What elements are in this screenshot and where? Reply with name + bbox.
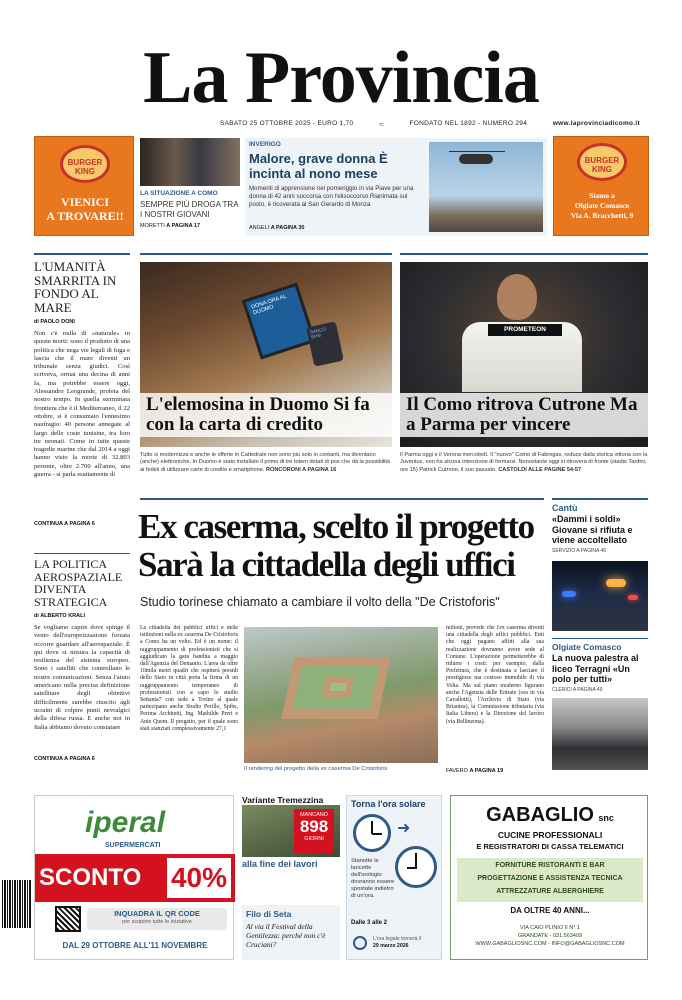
- clock-icon-2: [395, 846, 437, 888]
- divider: [552, 498, 648, 500]
- ora-legal-date: 29 marzo 2026: [373, 943, 409, 949]
- main-headline[interactable]: Ex caserma, scelto il progetto Sarà la cittadella degli uffici: [138, 507, 534, 584]
- wave-icon: ≈: [379, 120, 384, 129]
- teaser-droga-ref: A PAGINA 17: [166, 223, 201, 229]
- dateline: [220, 120, 640, 129]
- divider: [140, 498, 544, 500]
- gabaglio-line4: PROGETTAZIONE E ASSISTENZA TECNICA: [477, 875, 623, 882]
- main-ref: A PAGINA 19: [469, 768, 504, 774]
- masthead-title: La Provincia: [143, 37, 539, 119]
- tremezzina-box[interactable]: [242, 795, 340, 885]
- player-head: [497, 274, 537, 320]
- ad-right-line2: Olgiate Comasco: [574, 201, 630, 210]
- ora-title: Torna l'ora solare: [351, 799, 426, 809]
- divider: [34, 253, 130, 255]
- gabaglio-line1: CUCINE PROFESSIONALI: [497, 830, 603, 840]
- rendering-caption: Il rendering del progetto della ex caserma De Cristoforis: [244, 766, 388, 772]
- caserma-rendering: [244, 627, 438, 763]
- ad-left-line1: VIENICI: [60, 195, 109, 209]
- burger-king-ad-left[interactable]: [34, 136, 134, 236]
- street-light: [606, 579, 626, 587]
- police-night-photo: [552, 561, 648, 631]
- iperal-dates: DAL 29 OTTOBRE ALL'11 NOVEMBRE: [62, 941, 208, 950]
- story-como-headline: Il Como ritrova Cutrone Ma a Parma per vincere: [400, 393, 648, 437]
- gabaglio-line2: E REGISTRATORI DI CASSA TELEMATICI: [476, 842, 624, 851]
- teaser-malore-ref: A PAGINA 30: [270, 225, 305, 231]
- search-icon: [353, 936, 367, 950]
- teaser-droga-byline: MORETTI: [140, 223, 165, 229]
- police-light-blue: [562, 591, 576, 597]
- story-duomo[interactable]: [140, 262, 392, 484]
- mancano-counter: MANCANO 898 GIORNI: [294, 809, 334, 853]
- filo-di-seta[interactable]: [242, 905, 340, 960]
- side-olgiate-kicker: Olgiate Comasco: [552, 642, 622, 652]
- clock-icon-1: [353, 814, 391, 852]
- tremezzina-photo: [242, 805, 340, 857]
- main-byline: FAVERO: [446, 768, 468, 774]
- iperal-percent: 40%: [167, 858, 231, 898]
- courtyard-inner: [322, 677, 354, 697]
- main-subhead: Studio torinese chiamato a cambiare il volto della "De Cristoforis": [140, 595, 500, 609]
- editorial-umanita[interactable]: [34, 260, 130, 527]
- editorial-umanita-ref: CONTINUA A PAGINA 6: [34, 521, 95, 527]
- barcode: [2, 880, 32, 928]
- tremezzina-title: Variante Tremezzina: [242, 795, 340, 805]
- editorial-umanita-title: L'UMANITÀ SMARRITA IN FONDO AL MARE: [34, 259, 117, 315]
- editorial-aerospaziale-title: LA POLITICA AEROSPAZIALE DIVENTA STRATEGICA: [34, 557, 123, 609]
- ora-solare-box[interactable]: [346, 795, 442, 960]
- editorial-umanita-author: di PAOLO DONI: [34, 319, 75, 325]
- ad-right-line3: Via A. Bracchetti, 9: [570, 211, 634, 220]
- gabaglio-snc: snc: [598, 813, 614, 823]
- teaser-malore-text: Momenti di apprensione nel pomeriggio in via Piave per una donna di 42 anni soccorsa con l'elisoccorso Rianimata sul posto, è ricoverata al San Gerardo di Monza: [249, 185, 414, 208]
- story-como[interactable]: [400, 262, 648, 484]
- police-light-red: [628, 595, 638, 600]
- teaser-droga-kicker: LA SITUAZIONE A COMO: [140, 190, 218, 197]
- teaser-droga-photo: [140, 138, 240, 186]
- gabaglio-ad[interactable]: [450, 795, 648, 960]
- gabaglio-line3: FORNITURE RISTORANTI E BAR: [495, 862, 605, 869]
- filo-text: Al via il Festival della Gentilezza: perché non c'è Cruciani?: [246, 922, 326, 949]
- teaser-droga[interactable]: [140, 138, 240, 236]
- main-col2: milioni, prevede che l'ex caserma diventi una cittadella degli uffici pubblici. Enti che oggi pagano affitti alla sua realizzazione dovranno avere sede al Comune. L'operazione permetterebbe di ridurre i costi: per esempio, dalla Prefettura, che è destinata a lasciare il prestigioso ma costoso immobile di via Volta. Ma sul piano moderno figurano anche l'Agenzia delle Entrate (ora in via Cavallotti), l'Archivio di Stato (via Briantea), la Commissione tributaria (via Italia Libera) e la Direzione del lavoro (via Bellinzona).: [446, 625, 544, 725]
- burger-king-logo: BURGER KING: [60, 145, 110, 183]
- iperal-qr[interactable]: INQUADRA IL QR CODE per scoprire tutte le iniziative: [87, 908, 227, 930]
- iperal-promo: SCONTO: [39, 864, 142, 891]
- main-col1: La cittadella dei pubblici uffici e delle istituzioni nella ex caserma De Cristoforis a Como ha un volto. Ed è un nome: il raggruppamento di professionisti che si aggiudicato la gara bandita a maggio dall'Agenzia del Demanio. L'area da oltre 10mila metri quadri che ospiterà presidi dello Stato in città porta la firma di un raggruppamento temporaneo di professionisti con a capo lo studio Settanta7 con sede a Torino al quale partecipano anche Studio Perillo, Spibs, Perima Architetti, Ing. Mathilde Perri e Ante Quem. Il progetto, per il quale sono stati stanziati complessivamente 27,1: [140, 625, 238, 732]
- editorial-aerospaziale-body: Se vogliamo capire dove spinge il vento dell'europeizzazione forzata occorre guardare all'aerospaziale. È qui dove si misura la capacità di resilienza del sistema europeo. Sono i satelliti che controllano le nostre comunicazioni. Senza l'aiuto americano nella precisa definizione satellitare degli obiettivi difficilmente sarebbe riuscito agli ucraini di colpire punti nevralgici della difesa russa. E anche noi in Italia abbiamo dovuto constatare: [34, 624, 130, 731]
- side-olgiate[interactable]: [552, 642, 648, 693]
- filo-title: Filo di Seta: [246, 909, 292, 919]
- editorial-aerospaziale-ref: CONTINUA A PAGINA 6: [34, 756, 95, 762]
- sponsor-label: PROMETEON: [488, 324, 562, 336]
- tremezzina-bottom: alla fine dei lavori: [242, 859, 318, 869]
- side-olgiate-ref: CLERICI A PAGINA 40: [552, 686, 603, 693]
- divider: [400, 253, 648, 255]
- helicopter-icon: [459, 154, 493, 164]
- gabaglio-brand: GABAGLIO: [486, 804, 594, 826]
- editorial-aerospaziale[interactable]: [34, 558, 130, 762]
- ora-ref: Dalle 3 alle 2: [351, 920, 388, 926]
- story-como-ref: CASTOLDI ALLE PAGINE 54-57: [498, 466, 582, 473]
- gabaglio-line5: ATTREZZATURE ALBERGHIERE: [496, 888, 604, 895]
- ad-left-line2: A TROVARE!!: [46, 209, 124, 223]
- story-duomo-caption: Tutto si modernizza e anche le offerte in Cattedrale non sono più solo in contanti, ma diventano (anche) elettroniche. In Duomo è stato installato il primo di tre totem dotati di pos che dà la possibilità ai fedeli di utilizzare carte di credito e smartphone. RONCORONI A PAGINA 16: [140, 452, 390, 473]
- edition-date: SABATO 25 OTTOBRE 2025 - EURO 1,70: [220, 120, 354, 127]
- divider: [552, 638, 648, 639]
- teaser-malore[interactable]: [245, 138, 547, 236]
- gabaglio-web[interactable]: WWW.GABAGLIOSNC.COM - INFO@GABAGLIOSNC.COM: [475, 941, 625, 947]
- teaser-malore-kicker: INVERIGO: [249, 141, 281, 148]
- ad-right-line1: Siamo a: [589, 191, 615, 200]
- pos-terminal: BANCO BPM: [306, 321, 344, 366]
- teaser-droga-text: SEMPRE PIÙ DROGA TRA I NOSTRI GIOVANI: [140, 200, 239, 219]
- helicopter-photo: [429, 142, 543, 232]
- ora-legal: L'ora legale tornerà il: [373, 936, 422, 942]
- burger-king-ad-right[interactable]: [553, 136, 649, 236]
- teaser-malore-headline: Malore, grave donna È incinta al nono mese: [249, 151, 388, 181]
- side-cantu[interactable]: [552, 503, 648, 554]
- side-cantu-headline: «Dammi i soldi» Giovane si rifiuta e viene accoltellato: [552, 514, 633, 545]
- qr-code-icon: [55, 906, 81, 932]
- story-como-caption: Il Parma oggi e il Verona mercoledì. Il "nuovo" Como di Fabregas, reduce dalla storica vittoria con la Juventus, non ha alcuna intenzione di fermarsi. Nonostante oggi si ritroverà di fronte (stadio Tardini, ore 15) Patrick Cutrone, il suo passato. CASTOLDI ALLE PAGINE 54-57: [400, 452, 648, 473]
- side-cantu-kicker: Cantù: [552, 503, 578, 513]
- burger-king-logo-right: BURGER KING: [577, 143, 627, 181]
- story-duomo-headline: L'elemosina in Duomo Si fa con la carta di credito: [140, 393, 392, 437]
- totem-screen: DONA ORA AL DUOMO: [242, 283, 316, 360]
- editorial-aerospaziale-author: di ALBERTO KRALI: [34, 613, 86, 619]
- side-cantu-ref: SERVIZIO A PAGINA 46: [552, 547, 607, 554]
- gabaglio-line6: DA OLTRE 40 ANNI...: [510, 906, 590, 915]
- founded-number: FONDATO NEL 1892 - NUMERO 294: [409, 120, 528, 127]
- website-link[interactable]: www.laprovinciadicomo.it: [552, 120, 640, 127]
- story-duomo-ref: RONCORONI A PAGINA 16: [265, 466, 337, 473]
- teaser-malore-byline: ANGELI: [249, 225, 270, 231]
- side-olgiate-headline: La nuova palestra al liceo Terragni «Un polo per tutti»: [552, 653, 639, 684]
- editorial-umanita-body: Non c'è nulla di «naturale» in queste morti: sono il prodotto di una politica che nega vie legali di fuga e lascia che il mare diventi un tribunale senza giudici. Così scriveva, ormai una decina di anni fa, ma potrebbe essere oggi, Alessandro Leogrande, profeta del nostro tempo. In quella sterminata frontiera che è il Mediterraneo, il 22 ottobre, si è consumato l'ennesimo naufragio: 40 persone annegate al largo delle coste tunisine, tra loro tre neonati. Come in tutte queste tragedie marine che dal 2014 a oggi hanno visto la morte di 32.803 persone, oltre 2.700 all'anno, una guerra - si parla esattamente di: [34, 330, 130, 479]
- iperal-logo: iperal: [85, 806, 166, 839]
- palestra-photo: [552, 698, 648, 770]
- gabaglio-address: VIA CAIO PLINIO II N° 1: [520, 925, 580, 931]
- iperal-ad[interactable]: [34, 795, 234, 960]
- divider: [34, 553, 130, 554]
- gabaglio-phone: GRANDATE - 031.563409: [517, 933, 583, 939]
- divider: [140, 253, 392, 255]
- ora-text: Stanotte le lancette dell'orologio dovranno essere spostate indietro di un'ora.: [351, 858, 395, 899]
- iperal-sub: SUPERMERCATI: [105, 842, 161, 849]
- arrow-icon: ➜: [397, 820, 411, 837]
